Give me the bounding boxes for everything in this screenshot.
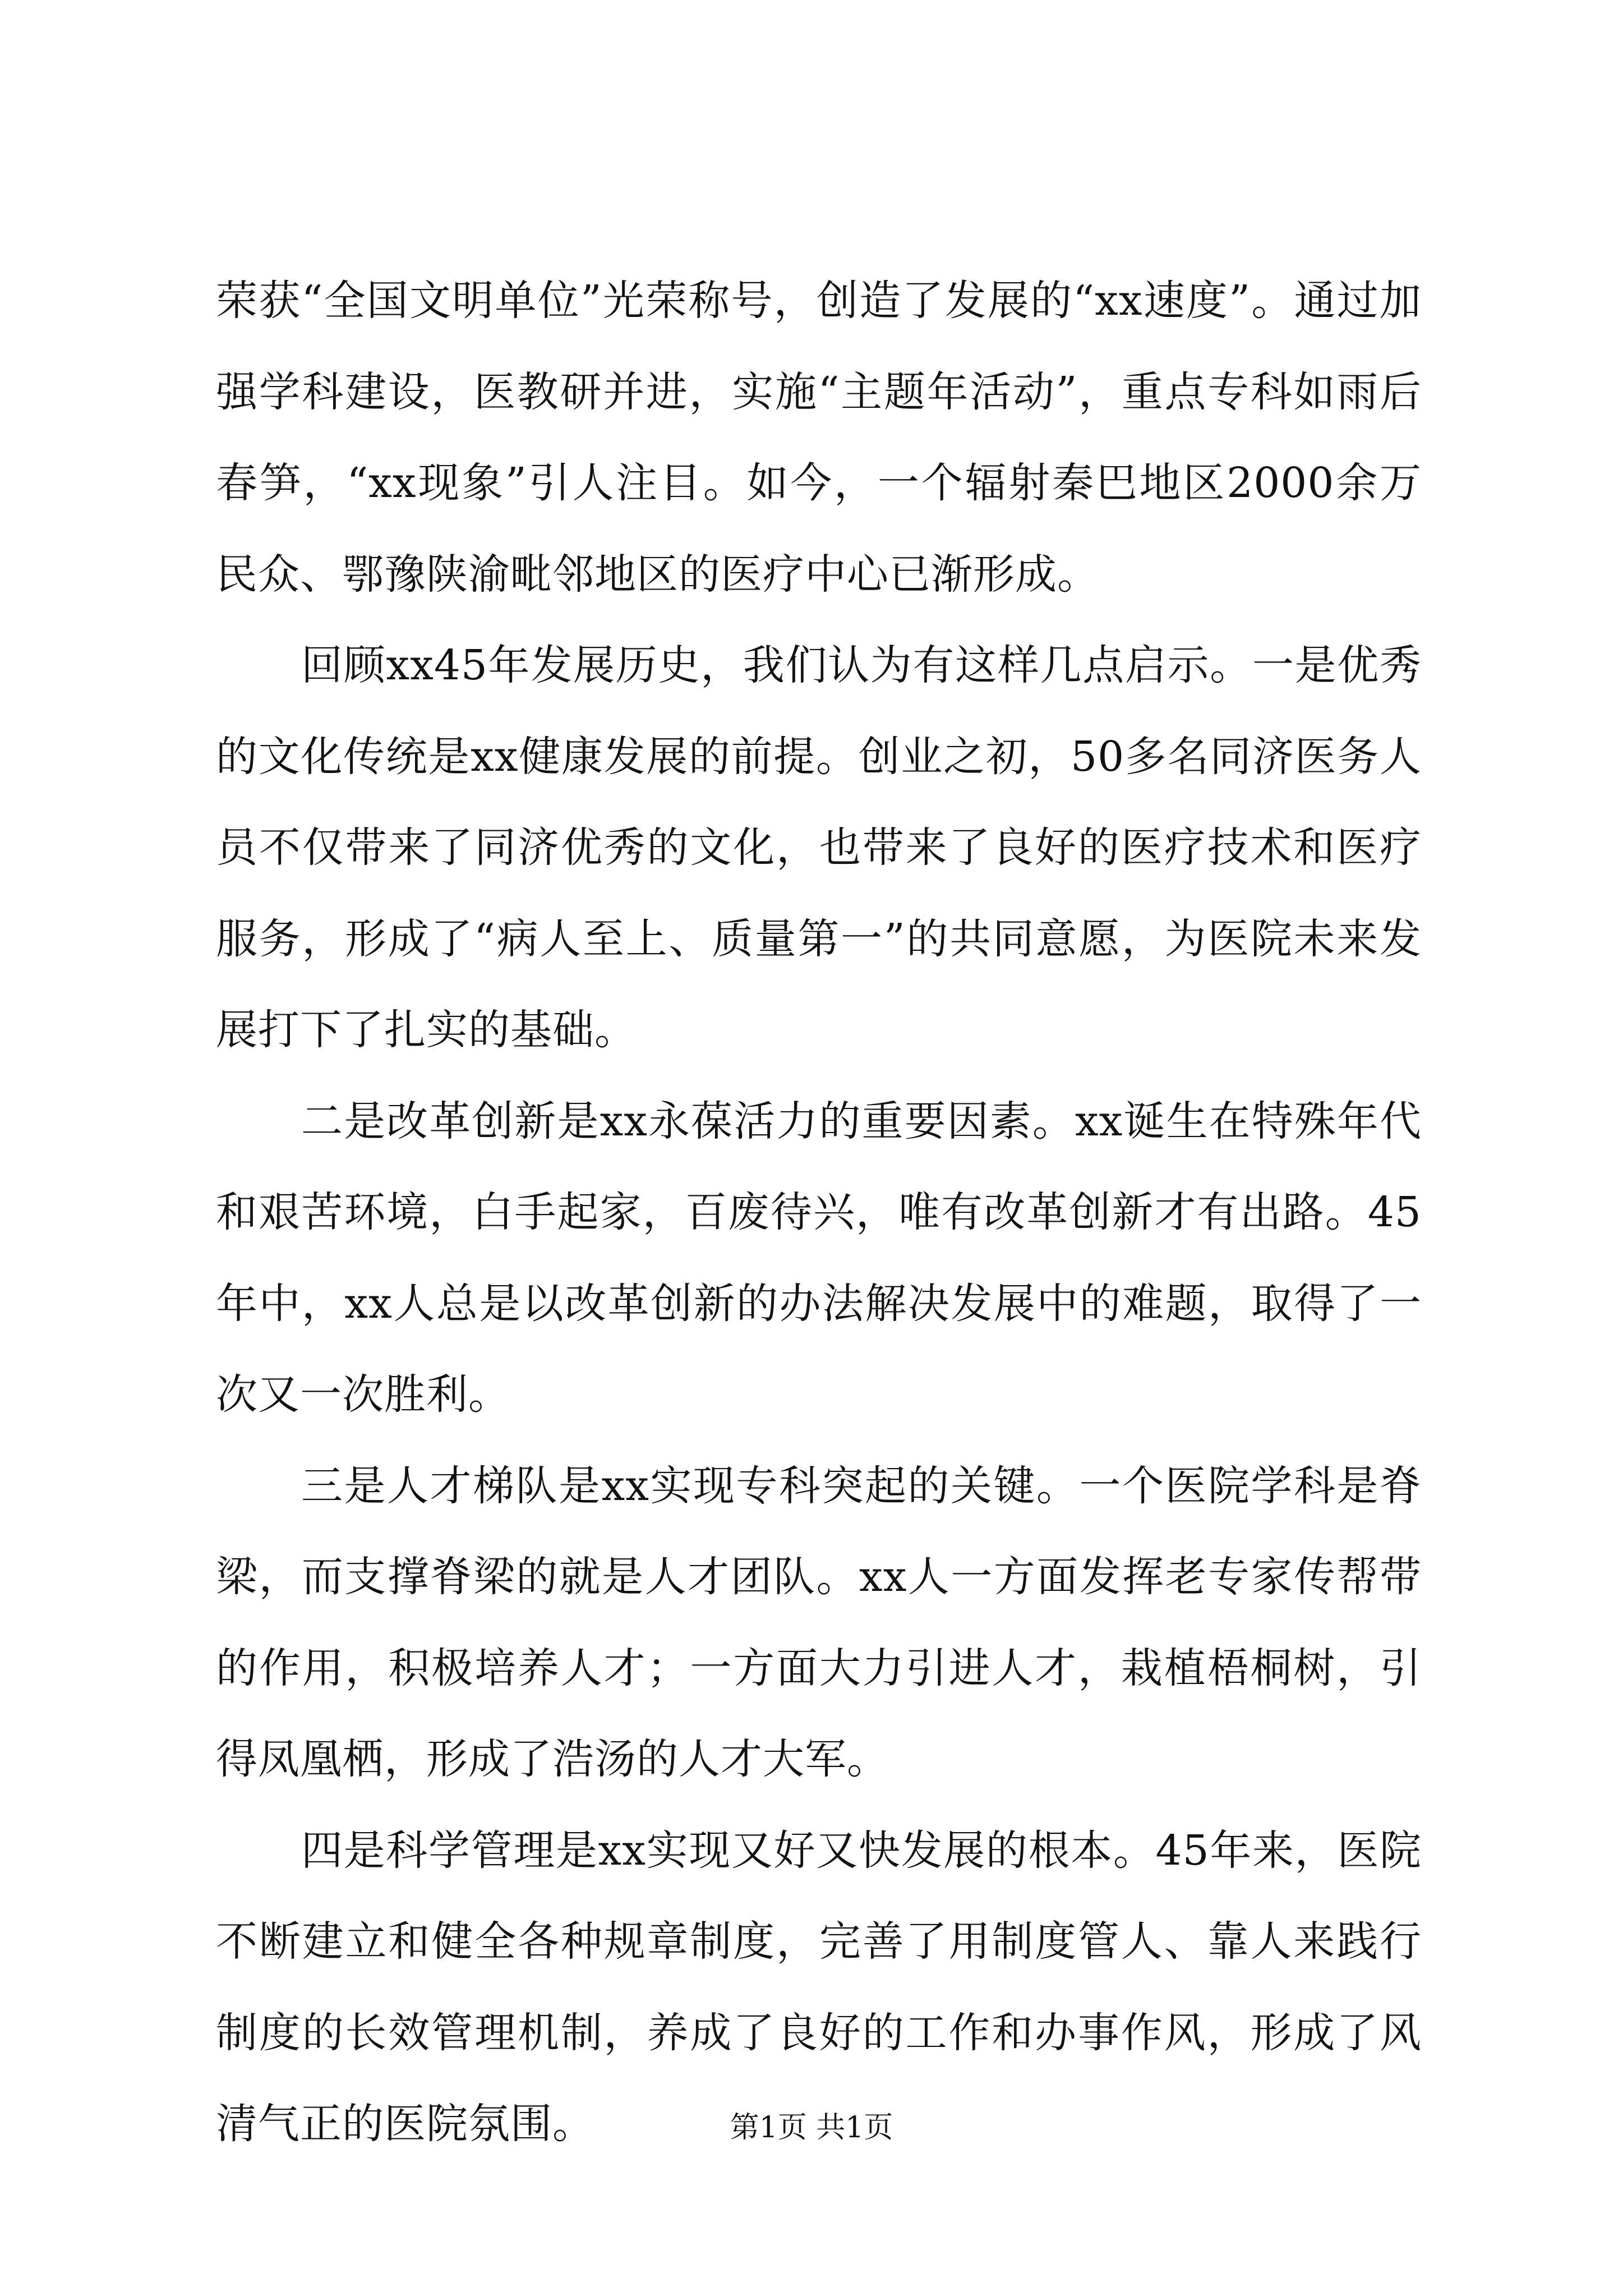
paragraph-reform: 二是改革创新是xx永葆活力的重要因素。xx诞生在特殊年代和艰苦环境，白手起家，百废待兴，唯有改革创新才有出路。45年中，xx人总是以改革创新的办法解决发展中的难题，取得了一次又一次胜利。	[216, 1097, 1422, 1419]
paragraph-management: 四是科学管理是xx实现又好又快发展的根本。45年来，医院不断建立和健全各种规章制度，完善了用制度管人、靠人来践行制度的长效管理机制，养成了良好的工作和办事作风，形成了风清气正的医院氛围。	[216, 1826, 1422, 2148]
page-footer: 第1页 共1页	[730, 2111, 893, 2145]
paragraph-talent: 三是人才梯队是xx实现专科突起的关键。一个医院学科是脊梁，而支撑脊梁的就是人才团队。xx人一方面发挥老专家传帮带的作用，积极培养人才；一方面大力引进人才，栽植梧桐树，引得凤凰栖，形成了浩汤的人才大军。	[216, 1461, 1422, 1783]
paragraph-continued: 荣获“全国文明单位”光荣称号，创造了发展的“xx速度”。通过加强学科建设，医教研并进，实施“主题年活动”，重点专科如雨后春笋，“xx现象”引人注目。如今，一个辐射秦巴地区2000余万民众、鄂豫陕渝毗邻地区的医疗中心已渐形成。	[216, 277, 1422, 599]
document-body	[216, 255, 1422, 2170]
paragraph-review: 回顾xx45年发展历史，我们认为有这样几点启示。一是优秀的文化传统是xx健康发展的前提。创业之初，50多名同济医务人员不仅带来了同济优秀的文化，也带来了良好的医疗技术和医疗服务，形成了“病人至上、质量第一”的共同意愿，为医院未来发展打下了扎实的基础。	[216, 641, 1422, 1054]
